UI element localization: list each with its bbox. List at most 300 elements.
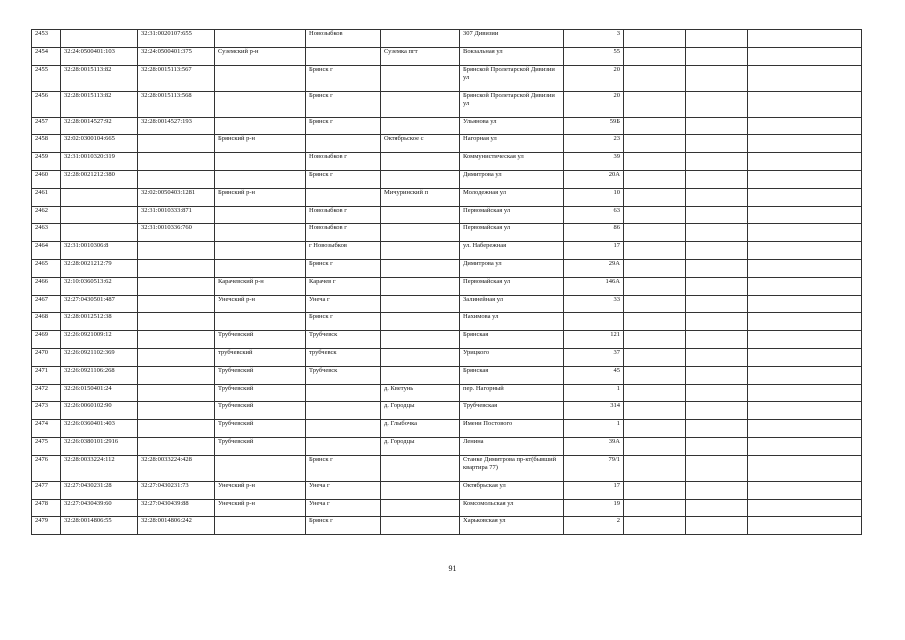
empty-cell bbox=[624, 47, 686, 65]
district-cell bbox=[215, 170, 306, 188]
empty-cell bbox=[624, 402, 686, 420]
settlement-cell: Брянск г bbox=[306, 517, 381, 535]
table-row bbox=[32, 188, 862, 206]
empty-cell bbox=[748, 153, 862, 171]
empty-cell bbox=[748, 384, 862, 402]
street-cell: Имени Постового bbox=[460, 420, 564, 438]
row-number-cell: 2453 bbox=[32, 30, 61, 48]
street-cell: пер. Нагорный bbox=[460, 384, 564, 402]
cadastral-number-cell: 32:24:0500401:103 bbox=[61, 47, 138, 65]
building-cadastral-number-cell bbox=[138, 135, 215, 153]
cadastral-number-cell: 32:28:0021212:380 bbox=[61, 170, 138, 188]
house-number-cell: 3 bbox=[564, 30, 624, 48]
building-cadastral-number-cell: 32:27:0430439:88 bbox=[138, 499, 215, 517]
house-number-cell: 59Б bbox=[564, 117, 624, 135]
empty-cell bbox=[686, 331, 748, 349]
empty-cell bbox=[686, 295, 748, 313]
settlement-cell: Брянск г bbox=[306, 170, 381, 188]
cadastral-number-cell: 32:26:0060102:90 bbox=[61, 402, 138, 420]
settlement-cell bbox=[306, 420, 381, 438]
row-number-cell: 2458 bbox=[32, 135, 61, 153]
district-cell: Трубчевский bbox=[215, 384, 306, 402]
house-number-cell: 23 bbox=[564, 135, 624, 153]
locality-cell bbox=[381, 295, 460, 313]
empty-cell bbox=[748, 188, 862, 206]
district-cell bbox=[215, 206, 306, 224]
registry-table bbox=[31, 29, 862, 535]
district-cell bbox=[215, 259, 306, 277]
building-cadastral-number-cell: 32:28:0033224:428 bbox=[138, 455, 215, 481]
table-row bbox=[32, 384, 862, 402]
empty-cell bbox=[624, 313, 686, 331]
house-number-cell: 19 bbox=[564, 499, 624, 517]
building-cadastral-number-cell bbox=[138, 313, 215, 331]
house-number-cell: 37 bbox=[564, 348, 624, 366]
district-cell: Унечский р-н bbox=[215, 499, 306, 517]
empty-cell bbox=[686, 402, 748, 420]
table-row bbox=[32, 224, 862, 242]
empty-cell bbox=[686, 455, 748, 481]
empty-cell bbox=[748, 242, 862, 260]
cadastral-number-cell: 32:28:0012512:38 bbox=[61, 313, 138, 331]
empty-cell bbox=[686, 517, 748, 535]
street-cell: Залинейная ул bbox=[460, 295, 564, 313]
district-cell bbox=[215, 517, 306, 535]
cadastral-number-cell: 32:27:0430231:28 bbox=[61, 481, 138, 499]
locality-cell: Октябрьское с bbox=[381, 135, 460, 153]
row-number-cell: 2467 bbox=[32, 295, 61, 313]
cadastral-number-cell: 32:28:0033224:112 bbox=[61, 455, 138, 481]
empty-cell bbox=[686, 206, 748, 224]
empty-cell bbox=[686, 170, 748, 188]
table-row bbox=[32, 313, 862, 331]
building-cadastral-number-cell: 32:31:0010333:871 bbox=[138, 206, 215, 224]
settlement-cell: Брянск г bbox=[306, 117, 381, 135]
table-row bbox=[32, 135, 862, 153]
settlement-cell: Новозыбков bbox=[306, 30, 381, 48]
locality-cell: д. Городцы bbox=[381, 437, 460, 455]
building-cadastral-number-cell bbox=[138, 420, 215, 438]
locality-cell bbox=[381, 242, 460, 260]
district-cell: Трубчевский bbox=[215, 366, 306, 384]
house-number-cell: 2 bbox=[564, 517, 624, 535]
street-cell: Первомайская ул bbox=[460, 277, 564, 295]
settlement-cell: Трубчевск bbox=[306, 366, 381, 384]
settlement-cell: Новозыбков г bbox=[306, 153, 381, 171]
settlement-cell: Новозыбков г bbox=[306, 224, 381, 242]
table-row bbox=[32, 331, 862, 349]
table-row bbox=[32, 437, 862, 455]
district-cell bbox=[215, 30, 306, 48]
locality-cell: д. Глыбочка bbox=[381, 420, 460, 438]
empty-cell bbox=[748, 117, 862, 135]
empty-cell bbox=[686, 188, 748, 206]
building-cadastral-number-cell bbox=[138, 366, 215, 384]
settlement-cell: Брянск г bbox=[306, 91, 381, 117]
cadastral-number-cell: 32:27:0430501:487 bbox=[61, 295, 138, 313]
row-number-cell: 2477 bbox=[32, 481, 61, 499]
empty-cell bbox=[748, 402, 862, 420]
empty-cell bbox=[748, 135, 862, 153]
row-number-cell: 2470 bbox=[32, 348, 61, 366]
district-cell: Трубчевский bbox=[215, 331, 306, 349]
table-row bbox=[32, 402, 862, 420]
street-cell: Ульянова ул bbox=[460, 117, 564, 135]
building-cadastral-number-cell bbox=[138, 170, 215, 188]
district-cell: Трубчевский bbox=[215, 437, 306, 455]
locality-cell bbox=[381, 117, 460, 135]
cadastral-number-cell bbox=[61, 188, 138, 206]
empty-cell bbox=[748, 47, 862, 65]
house-number-cell: 17 bbox=[564, 242, 624, 260]
settlement-cell: Новозыбков г bbox=[306, 206, 381, 224]
table-row bbox=[32, 242, 862, 260]
empty-cell bbox=[686, 384, 748, 402]
cadastral-number-cell bbox=[61, 224, 138, 242]
empty-cell bbox=[748, 170, 862, 188]
locality-cell bbox=[381, 277, 460, 295]
row-number-cell: 2473 bbox=[32, 402, 61, 420]
building-cadastral-number-cell: 32:02:0050403:1281 bbox=[138, 188, 215, 206]
cadastral-number-cell: 32:28:0014806:55 bbox=[61, 517, 138, 535]
empty-cell bbox=[624, 206, 686, 224]
empty-cell bbox=[624, 224, 686, 242]
street-cell: Ленина bbox=[460, 437, 564, 455]
empty-cell bbox=[748, 366, 862, 384]
cadastral-number-cell: 32:26:0921102:369 bbox=[61, 348, 138, 366]
table-row bbox=[32, 295, 862, 313]
house-number-cell bbox=[564, 313, 624, 331]
table-row bbox=[32, 117, 862, 135]
locality-cell: Суземка пгт bbox=[381, 47, 460, 65]
street-cell: Октябрьская ул bbox=[460, 481, 564, 499]
empty-cell bbox=[686, 47, 748, 65]
building-cadastral-number-cell: 32:28:0014806:242 bbox=[138, 517, 215, 535]
empty-cell bbox=[624, 481, 686, 499]
locality-cell bbox=[381, 366, 460, 384]
street-cell: Первомайская ул bbox=[460, 206, 564, 224]
settlement-cell: Унеча г bbox=[306, 295, 381, 313]
settlement-cell bbox=[306, 188, 381, 206]
table-row bbox=[32, 455, 862, 481]
row-number-cell: 2460 bbox=[32, 170, 61, 188]
building-cadastral-number-cell: 32:28:0014527:193 bbox=[138, 117, 215, 135]
settlement-cell: Брянск г bbox=[306, 259, 381, 277]
empty-cell bbox=[748, 30, 862, 48]
settlement-cell bbox=[306, 437, 381, 455]
house-number-cell: 39А bbox=[564, 437, 624, 455]
table-row bbox=[32, 206, 862, 224]
settlement-cell bbox=[306, 384, 381, 402]
street-cell: Димитрова ул bbox=[460, 170, 564, 188]
district-cell bbox=[215, 313, 306, 331]
settlement-cell: Трубчевск bbox=[306, 331, 381, 349]
house-number-cell: 33 bbox=[564, 295, 624, 313]
empty-cell bbox=[748, 499, 862, 517]
empty-cell bbox=[624, 517, 686, 535]
empty-cell bbox=[686, 437, 748, 455]
empty-cell bbox=[624, 242, 686, 260]
row-number-cell: 2471 bbox=[32, 366, 61, 384]
street-cell: Вокзальная ул bbox=[460, 47, 564, 65]
empty-cell bbox=[686, 153, 748, 171]
row-number-cell: 2469 bbox=[32, 331, 61, 349]
settlement-cell: г Новозыбков bbox=[306, 242, 381, 260]
building-cadastral-number-cell bbox=[138, 348, 215, 366]
empty-cell bbox=[748, 277, 862, 295]
locality-cell bbox=[381, 481, 460, 499]
house-number-cell: 1 bbox=[564, 384, 624, 402]
row-number-cell: 2478 bbox=[32, 499, 61, 517]
house-number-cell: 45 bbox=[564, 366, 624, 384]
house-number-cell: 121 bbox=[564, 331, 624, 349]
locality-cell bbox=[381, 91, 460, 117]
street-cell: Трубчевская bbox=[460, 402, 564, 420]
settlement-cell: Брянск г bbox=[306, 313, 381, 331]
empty-cell bbox=[624, 295, 686, 313]
empty-cell bbox=[748, 259, 862, 277]
district-cell: Унечский р-н bbox=[215, 295, 306, 313]
table-row bbox=[32, 259, 862, 277]
cadastral-number-cell: 32:26:0150401:24 bbox=[61, 384, 138, 402]
house-number-cell: 39 bbox=[564, 153, 624, 171]
locality-cell bbox=[381, 517, 460, 535]
empty-cell bbox=[748, 331, 862, 349]
empty-cell bbox=[624, 420, 686, 438]
table-row bbox=[32, 277, 862, 295]
street-cell: Брянская bbox=[460, 366, 564, 384]
empty-cell bbox=[624, 30, 686, 48]
empty-cell bbox=[686, 65, 748, 91]
building-cadastral-number-cell bbox=[138, 437, 215, 455]
table-row bbox=[32, 91, 862, 117]
empty-cell bbox=[686, 348, 748, 366]
empty-cell bbox=[748, 91, 862, 117]
building-cadastral-number-cell bbox=[138, 295, 215, 313]
settlement-cell bbox=[306, 47, 381, 65]
empty-cell bbox=[624, 153, 686, 171]
empty-cell bbox=[624, 437, 686, 455]
cadastral-number-cell: 32:28:0015113:82 bbox=[61, 91, 138, 117]
street-cell: Урицкого bbox=[460, 348, 564, 366]
empty-cell bbox=[748, 455, 862, 481]
district-cell: Суземский р-н bbox=[215, 47, 306, 65]
row-number-cell: 2455 bbox=[32, 65, 61, 91]
house-number-cell: 10 bbox=[564, 188, 624, 206]
empty-cell bbox=[748, 517, 862, 535]
district-cell: Трубчевский bbox=[215, 420, 306, 438]
page-number: 91 bbox=[448, 564, 457, 573]
building-cadastral-number-cell bbox=[138, 259, 215, 277]
cadastral-number-cell: 32:31:0010306:8 bbox=[61, 242, 138, 260]
empty-cell bbox=[624, 366, 686, 384]
empty-cell bbox=[686, 313, 748, 331]
building-cadastral-number-cell: 32:31:0010336:760 bbox=[138, 224, 215, 242]
building-cadastral-number-cell: 32:31:0020107:655 bbox=[138, 30, 215, 48]
street-cell: Нагорная ул bbox=[460, 135, 564, 153]
table-row bbox=[32, 30, 862, 48]
empty-cell bbox=[686, 366, 748, 384]
row-number-cell: 2459 bbox=[32, 153, 61, 171]
cadastral-number-cell: 32:31:0010320:319 bbox=[61, 153, 138, 171]
cadastral-number-cell: 32:28:0014527:92 bbox=[61, 117, 138, 135]
empty-cell bbox=[624, 499, 686, 517]
row-number-cell: 2466 bbox=[32, 277, 61, 295]
cadastral-number-cell: 32:26:0380101:2916 bbox=[61, 437, 138, 455]
empty-cell bbox=[686, 117, 748, 135]
empty-cell bbox=[624, 91, 686, 117]
house-number-cell: 63 bbox=[564, 206, 624, 224]
table-body bbox=[32, 30, 862, 535]
empty-cell bbox=[624, 65, 686, 91]
district-cell: Унечский р-н bbox=[215, 481, 306, 499]
building-cadastral-number-cell: 32:27:0430231:73 bbox=[138, 481, 215, 499]
empty-cell bbox=[624, 259, 686, 277]
empty-cell bbox=[686, 224, 748, 242]
district-cell: Карачевский р-н bbox=[215, 277, 306, 295]
table-row bbox=[32, 420, 862, 438]
cadastral-number-cell: 32:26:0921009:12 bbox=[61, 331, 138, 349]
district-cell: Трубчевский bbox=[215, 402, 306, 420]
row-number-cell: 2462 bbox=[32, 206, 61, 224]
cadastral-number-cell: 32:26:0360401:403 bbox=[61, 420, 138, 438]
house-number-cell: 55 bbox=[564, 47, 624, 65]
row-number-cell: 2468 bbox=[32, 313, 61, 331]
street-cell: Комсомольская ул bbox=[460, 499, 564, 517]
district-cell bbox=[215, 65, 306, 91]
cadastral-number-cell: 32:28:0015113:82 bbox=[61, 65, 138, 91]
cadastral-number-cell bbox=[61, 30, 138, 48]
settlement-cell bbox=[306, 135, 381, 153]
house-number-cell: 79/1 bbox=[564, 455, 624, 481]
building-cadastral-number-cell: 32:24:0500401:375 bbox=[138, 47, 215, 65]
building-cadastral-number-cell bbox=[138, 384, 215, 402]
row-number-cell: 2472 bbox=[32, 384, 61, 402]
empty-cell bbox=[748, 206, 862, 224]
row-number-cell: 2465 bbox=[32, 259, 61, 277]
street-cell: Брянской Пролетарской Дивизии ул bbox=[460, 91, 564, 117]
house-number-cell: 146А bbox=[564, 277, 624, 295]
row-number-cell: 2456 bbox=[32, 91, 61, 117]
locality-cell bbox=[381, 331, 460, 349]
cadastral-number-cell: 32:26:0921106:268 bbox=[61, 366, 138, 384]
cadastral-number-cell: 32:02:0300104:665 bbox=[61, 135, 138, 153]
empty-cell bbox=[686, 135, 748, 153]
settlement-cell: Брянск г bbox=[306, 65, 381, 91]
street-cell: Димитрова ул bbox=[460, 259, 564, 277]
empty-cell bbox=[624, 188, 686, 206]
empty-cell bbox=[686, 481, 748, 499]
locality-cell bbox=[381, 153, 460, 171]
empty-cell bbox=[686, 277, 748, 295]
street-cell: Молодежная ул bbox=[460, 188, 564, 206]
empty-cell bbox=[624, 277, 686, 295]
empty-cell bbox=[748, 224, 862, 242]
empty-cell bbox=[748, 348, 862, 366]
empty-cell bbox=[686, 30, 748, 48]
building-cadastral-number-cell: 32:28:0015113:567 bbox=[138, 65, 215, 91]
house-number-cell: 1 bbox=[564, 420, 624, 438]
row-number-cell: 2463 bbox=[32, 224, 61, 242]
table-row bbox=[32, 499, 862, 517]
table-row bbox=[32, 153, 862, 171]
locality-cell bbox=[381, 499, 460, 517]
empty-cell bbox=[624, 348, 686, 366]
house-number-cell: 20 bbox=[564, 91, 624, 117]
house-number-cell: 29А bbox=[564, 259, 624, 277]
building-cadastral-number-cell bbox=[138, 402, 215, 420]
empty-cell bbox=[624, 135, 686, 153]
row-number-cell: 2461 bbox=[32, 188, 61, 206]
row-number-cell: 2457 bbox=[32, 117, 61, 135]
empty-cell bbox=[748, 313, 862, 331]
cadastral-number-cell bbox=[61, 206, 138, 224]
row-number-cell: 2479 bbox=[32, 517, 61, 535]
locality-cell bbox=[381, 313, 460, 331]
house-number-cell: 17 bbox=[564, 481, 624, 499]
settlement-cell: трубчевск bbox=[306, 348, 381, 366]
settlement-cell: Унеча г bbox=[306, 481, 381, 499]
building-cadastral-number-cell bbox=[138, 153, 215, 171]
locality-cell bbox=[381, 65, 460, 91]
district-cell bbox=[215, 224, 306, 242]
empty-cell bbox=[748, 65, 862, 91]
row-number-cell: 2475 bbox=[32, 437, 61, 455]
empty-cell bbox=[624, 170, 686, 188]
settlement-cell: Брянск г bbox=[306, 455, 381, 481]
table-row bbox=[32, 170, 862, 188]
street-cell: 307 Дивизии bbox=[460, 30, 564, 48]
street-cell: Коммунистическая ул bbox=[460, 153, 564, 171]
district-cell: Брянский р-н bbox=[215, 135, 306, 153]
street-cell: Нахимова ул bbox=[460, 313, 564, 331]
house-number-cell: 86 bbox=[564, 224, 624, 242]
locality-cell bbox=[381, 206, 460, 224]
table-row bbox=[32, 65, 862, 91]
row-number-cell: 2476 bbox=[32, 455, 61, 481]
district-cell bbox=[215, 455, 306, 481]
settlement-cell bbox=[306, 402, 381, 420]
empty-cell bbox=[686, 91, 748, 117]
empty-cell bbox=[748, 420, 862, 438]
building-cadastral-number-cell bbox=[138, 277, 215, 295]
empty-cell bbox=[748, 481, 862, 499]
empty-cell bbox=[624, 455, 686, 481]
table-row bbox=[32, 481, 862, 499]
locality-cell bbox=[381, 224, 460, 242]
locality-cell bbox=[381, 455, 460, 481]
table-row bbox=[32, 366, 862, 384]
building-cadastral-number-cell bbox=[138, 242, 215, 260]
table-row bbox=[32, 517, 862, 535]
street-cell: Брянской Пролетарской Дивизии ул bbox=[460, 65, 564, 91]
district-cell bbox=[215, 153, 306, 171]
street-cell: Первомайская ул bbox=[460, 224, 564, 242]
district-cell: Брянский р-н bbox=[215, 188, 306, 206]
empty-cell bbox=[686, 420, 748, 438]
locality-cell: д. Городцы bbox=[381, 402, 460, 420]
empty-cell bbox=[624, 384, 686, 402]
street-cell: ул. Набережная bbox=[460, 242, 564, 260]
locality-cell bbox=[381, 348, 460, 366]
locality-cell: Мичуринский п bbox=[381, 188, 460, 206]
empty-cell bbox=[748, 295, 862, 313]
row-number-cell: 2454 bbox=[32, 47, 61, 65]
empty-cell bbox=[686, 259, 748, 277]
locality-cell bbox=[381, 259, 460, 277]
cadastral-number-cell: 32:27:0430439:60 bbox=[61, 499, 138, 517]
empty-cell bbox=[686, 499, 748, 517]
